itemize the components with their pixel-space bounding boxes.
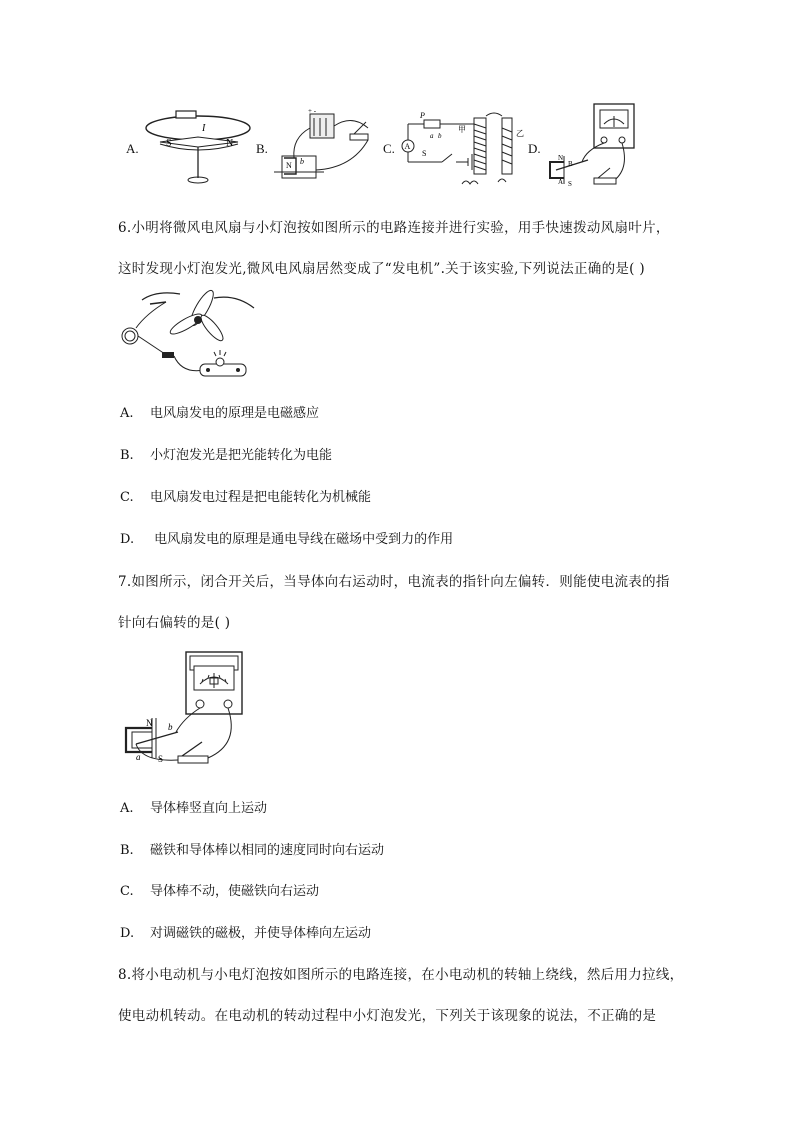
q7-option-d[interactable]: [120, 922, 371, 941]
svg-text:b: b: [438, 132, 442, 140]
svg-text:A: A: [558, 178, 564, 186]
q7-stem-line-1: 7.如图所示，闭合开关后，当导体向右运动时，电流表的指针向左偏转．则能使电流表的指: [118, 574, 670, 590]
choice-a-label: A.: [126, 141, 139, 156]
svg-text:S: S: [422, 149, 427, 158]
svg-text:b: b: [300, 157, 304, 166]
q6-stem-line-1: 6.小明将微风电风扇与小灯泡按如图所示的电路连接并进行实验，用手快速拨动风扇叶片，: [118, 220, 670, 236]
svg-text:+ -: + -: [308, 107, 317, 115]
q7-option-c-letter: C.: [120, 884, 134, 899]
svg-text:I: I: [202, 123, 206, 134]
choice-c-label: C.: [383, 141, 395, 156]
figure-d-galvanometer: [546, 100, 638, 192]
svg-text:甲: 甲: [458, 125, 466, 134]
svg-text:S: S: [166, 138, 172, 149]
svg-text:b: b: [168, 722, 173, 732]
svg-text:a: a: [136, 752, 141, 762]
q7-option-b[interactable]: [120, 839, 384, 858]
q6-stem-line-2: 这时发现小灯泡发光,微风电风扇居然变成了“发电机”.关于该实验,下列说法正确的是( ): [118, 261, 645, 277]
svg-text:P: P: [420, 111, 425, 120]
q8-stem-line-2: 使电动机转动。在电动机的转动过程中小灯泡发光，下列关于该现象的说法，不正确的是: [118, 1008, 657, 1024]
svg-text:N: N: [286, 161, 292, 170]
q6-option-d[interactable]: [120, 528, 453, 547]
svg-text:N: N: [558, 154, 564, 162]
q7-option-d-text: 对调磁铁的磁极，并使导体棒向左运动: [150, 926, 372, 941]
svg-text:a: a: [430, 132, 434, 140]
svg-text:N: N: [226, 138, 234, 149]
choice-b-label: B.: [256, 141, 268, 156]
svg-text:N: N: [146, 718, 153, 728]
q6-option-c-letter: C.: [120, 490, 134, 505]
q7-option-b-letter: B.: [120, 843, 134, 858]
q7-stem-line-2: 针向右偏转的是( ): [118, 615, 231, 631]
q6-fan-lamp-figure: [116, 284, 264, 384]
q6-option-d-text: 电风扇发电的原理是通电导线在磁场中受到力的作用: [150, 532, 454, 547]
svg-text:乙: 乙: [516, 129, 524, 138]
q7-option-a-letter: A.: [120, 801, 134, 816]
q8-stem-line-1: 8.将小电动机与小电灯泡按如图所示的电路连接，在小电动机的转轴上绕线，然后用力拉线，: [118, 967, 684, 983]
svg-text:S: S: [568, 180, 572, 188]
figure-a-compass-wire: [140, 104, 260, 186]
figure-b-circuit: [272, 108, 380, 186]
q6-option-d-letter: D.: [120, 532, 135, 547]
q6-option-a[interactable]: [120, 402, 319, 421]
svg-text:A: A: [404, 142, 411, 151]
q7-option-c[interactable]: [120, 880, 319, 899]
q7-option-b-text: 磁铁和导体棒以相同的速度同时向右运动: [150, 843, 385, 858]
q6-option-b-text: 小灯泡发光是把光能转化为电能: [150, 448, 333, 463]
q7-option-d-letter: D.: [120, 926, 135, 941]
svg-text:S: S: [158, 754, 164, 764]
figure-c-electromagnet-circuit: [398, 106, 530, 190]
q6-option-c-text: 电风扇发电过程是把电能转化为机械能: [150, 490, 372, 505]
q6-option-a-text: 电风扇发电的原理是电磁感应: [150, 406, 320, 421]
q7-option-c-text: 导体棒不动，使磁铁向右运动: [150, 884, 320, 899]
q6-option-b-letter: B.: [120, 448, 134, 463]
choice-d-label: D.: [528, 141, 541, 156]
svg-text:B: B: [568, 160, 573, 168]
q7-galvanometer-figure: [122, 648, 248, 768]
q6-option-a-letter: A.: [120, 406, 134, 421]
q6-option-c[interactable]: [120, 486, 371, 505]
q6-option-b[interactable]: [120, 444, 332, 463]
q7-option-a[interactable]: [120, 797, 267, 816]
q7-option-a-text: 导体棒竖直向上运动: [150, 801, 268, 816]
